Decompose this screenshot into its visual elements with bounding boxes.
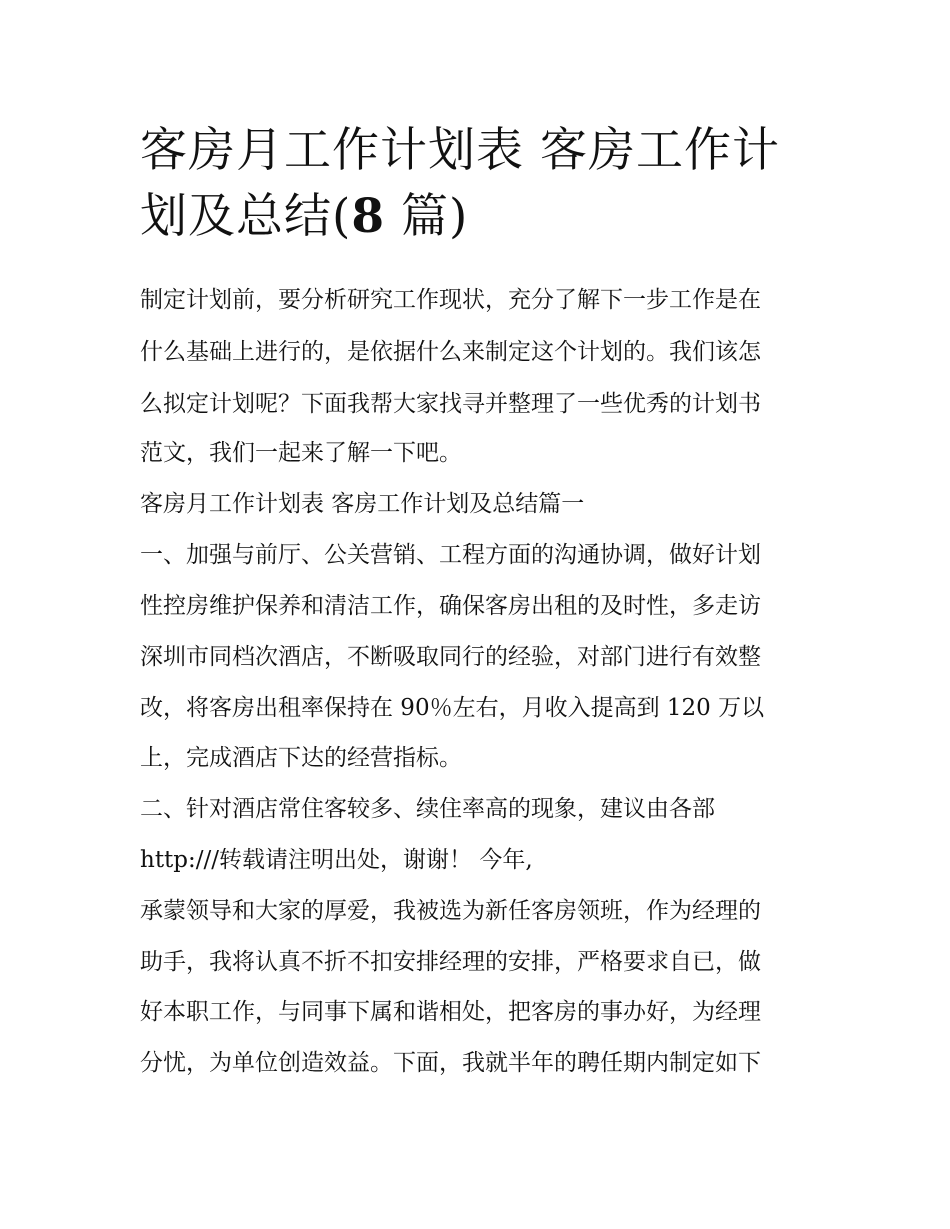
body-line: 范文，我们一起来了解一下吧。 <box>140 440 462 466</box>
body-line: 性控房维护保养和清洁工作，确保客房出租的及时性，多走访 <box>140 593 761 619</box>
section-heading: 客房月工作计划表 客房工作计划及总结篇一 <box>140 491 585 517</box>
title-text: 客房月工作计划表 客房工作计划及总结( <box>140 123 780 244</box>
body-line: 深圳市同档次酒店，不断吸取同行的经验，对部门进行有效整 <box>140 644 761 670</box>
body-line: 承蒙领导和大家的厚爱，我被选为新任客房领班，作为经理的 <box>140 898 761 924</box>
body-line: 改，将客房出租率保持在 90％左右，月收入提高到 120 万以 <box>140 695 765 721</box>
page-title <box>140 118 820 250</box>
body-line: 制定计划前，要分析研究工作现状，充分了解下一步工作是在 <box>140 287 761 313</box>
body-line: 分忧，为单位创造效益。下面，我就半年的聘任期内制定如下 <box>140 1050 761 1076</box>
body-line: 好本职工作，与同事下属和谐相处，把客房的事办好，为经理 <box>140 999 761 1025</box>
title-number: 8 <box>351 189 386 244</box>
body-line: 二、针对酒店常住客较多、续住率高的现象，建议由各部 <box>140 796 715 822</box>
body-line: 么拟定计划呢？下面我帮大家找寻并整理了一些优秀的计划书 <box>140 391 761 417</box>
body-line: 助手，我将认真不折不扣安排经理的安排，严格要求自已，做 <box>140 949 761 975</box>
title-suffix: 篇) <box>385 189 469 244</box>
body-line: 上，完成酒店下达的经营指标。 <box>140 745 462 771</box>
body-line: http:///转载请注明出处，谢谢！ 今年, <box>140 847 533 873</box>
body-line: 什么基础上进行的，是依据什么来制定这个计划的。我们该怎 <box>140 339 761 365</box>
body-line: 一、加强与前厅、公关营销、工程方面的沟通协调，做好计划 <box>140 542 761 568</box>
